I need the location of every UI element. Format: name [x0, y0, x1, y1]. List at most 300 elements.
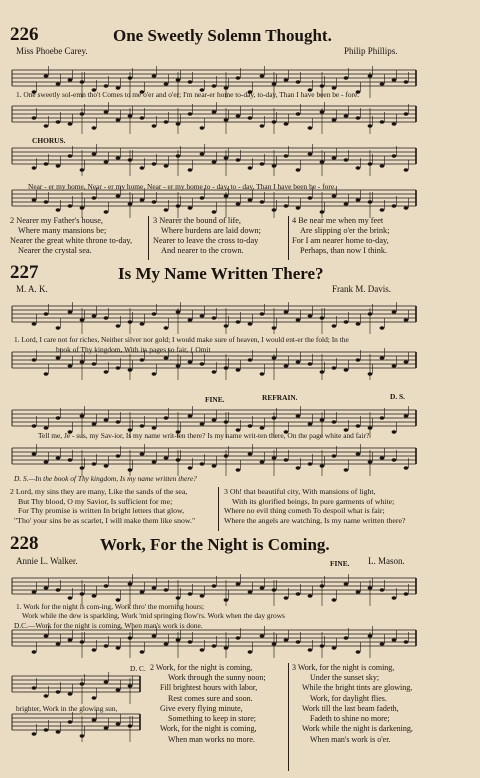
- note: [68, 458, 73, 461]
- note: [356, 650, 361, 653]
- note: [116, 688, 121, 691]
- note: [56, 730, 61, 733]
- note: [152, 634, 157, 637]
- note: [284, 638, 289, 641]
- note: [92, 594, 97, 597]
- verse-line: Something to keep in store;: [168, 714, 256, 724]
- note: [188, 206, 193, 209]
- lyric-line: 1. Work for the night is com-ing, Work thro' the morning hours;: [16, 602, 205, 611]
- verse-line: 2 Lord, my sins they are many, Like the sands of the sea,: [10, 487, 188, 496]
- note: [68, 78, 73, 81]
- verse-line: 3 Nearer the bound of life,: [153, 216, 242, 225]
- note: [44, 426, 49, 429]
- note: [188, 80, 193, 83]
- note: [296, 360, 301, 363]
- note: [188, 592, 193, 595]
- note: [332, 598, 337, 601]
- note: [236, 158, 241, 161]
- note: [140, 650, 145, 653]
- note: [296, 206, 301, 209]
- note: [68, 204, 73, 207]
- verse-line: Fill brightest hours with labor,: [160, 683, 258, 693]
- verse-line: Work, for the night is coming,: [160, 724, 257, 734]
- note: [248, 358, 253, 361]
- hymn-author: Annie L. Walker.: [16, 556, 78, 566]
- verse-line: Work, for daylight flies.: [310, 693, 387, 703]
- lyric-line: book of Thy kingdom, With its pages so fair, { Omit: [56, 345, 211, 354]
- note: [116, 194, 121, 197]
- note: [236, 468, 241, 471]
- note: [344, 636, 349, 639]
- hymn-title: One Sweetly Solemn Thought.: [113, 26, 332, 45]
- note: [56, 642, 61, 645]
- note: [392, 638, 397, 641]
- note: [248, 322, 253, 325]
- note: [332, 194, 337, 197]
- note: [44, 634, 49, 637]
- note: [104, 160, 109, 163]
- note: [380, 82, 385, 85]
- note: [56, 82, 61, 85]
- chorus-label: CHORUS.: [32, 136, 66, 145]
- note: [260, 460, 265, 463]
- note: [284, 310, 289, 313]
- note: [116, 420, 121, 423]
- note: [56, 588, 61, 591]
- note: [356, 452, 361, 455]
- note: [260, 162, 265, 165]
- verse-line: Work through the sunny noon;: [168, 673, 266, 683]
- note: [116, 454, 121, 457]
- fine-mark: FINE.: [330, 559, 350, 568]
- lyric-line: brighter, Work in the glowing sun,: [16, 704, 118, 713]
- note: [104, 110, 109, 113]
- note: [140, 198, 145, 201]
- note: [116, 324, 121, 327]
- note: [152, 200, 157, 203]
- note: [56, 416, 61, 419]
- note: [260, 426, 265, 429]
- verse-line: Perhaps, than now I think.: [300, 246, 388, 256]
- note: [344, 76, 349, 79]
- note: [188, 360, 193, 363]
- verse-line: Where many mansions be;: [18, 226, 107, 236]
- note: [32, 198, 37, 201]
- note: [32, 116, 37, 119]
- ds-mark: D. S.: [390, 392, 405, 401]
- note: [248, 424, 253, 427]
- note: [152, 312, 157, 315]
- note: [56, 456, 61, 459]
- note: [92, 648, 97, 651]
- note: [104, 210, 109, 213]
- note: [44, 372, 49, 375]
- note: [260, 586, 265, 589]
- verse-line: Give every flying minute,: [160, 703, 243, 713]
- note: [284, 364, 289, 367]
- note: [404, 168, 409, 171]
- note: [164, 588, 169, 591]
- note: [380, 356, 385, 359]
- note: [44, 312, 49, 315]
- note: [92, 718, 97, 721]
- verse-block: [150, 663, 266, 745]
- note: [248, 198, 253, 201]
- note: [380, 642, 385, 645]
- note: [32, 590, 37, 593]
- note: [356, 590, 361, 593]
- note: [344, 468, 349, 471]
- note: [404, 414, 409, 417]
- hymn-number: 227: [10, 262, 39, 283]
- note: [308, 362, 313, 365]
- note: [68, 596, 73, 599]
- note: [392, 154, 397, 157]
- verse-line: Are slipping o'er the brink;: [300, 226, 390, 236]
- note: [44, 694, 49, 697]
- note: [260, 634, 265, 637]
- verse-block: [292, 216, 390, 256]
- note: [236, 368, 241, 371]
- note: [140, 424, 145, 427]
- note: [200, 462, 205, 465]
- note: [212, 464, 217, 467]
- note: [332, 156, 337, 159]
- note: [248, 590, 253, 593]
- note: [308, 648, 313, 651]
- note: [356, 424, 361, 427]
- note: [260, 200, 265, 203]
- note: [260, 312, 265, 315]
- verse-line: Nearer the great white throne to-day,: [10, 236, 133, 246]
- lyric-line: D.C.—Work for the night is coming, When man's work is done.: [14, 621, 203, 630]
- note: [212, 316, 217, 319]
- note: [212, 584, 217, 587]
- note: [284, 78, 289, 81]
- note: [200, 314, 205, 317]
- ds-note: D. S.—In the book of Thy kingdom, Is my name written there?: [14, 474, 197, 483]
- note: [200, 648, 205, 651]
- note: [140, 322, 145, 325]
- note: [116, 118, 121, 121]
- note: [404, 80, 409, 83]
- note: [284, 122, 289, 125]
- note: [188, 414, 193, 417]
- note: [404, 360, 409, 363]
- note: [212, 370, 217, 373]
- note: [68, 122, 73, 125]
- note: [68, 154, 73, 157]
- hymn-title: Work, For the Night is Coming.: [100, 535, 330, 554]
- note: [164, 416, 169, 419]
- note: [332, 646, 337, 649]
- note: [152, 74, 157, 77]
- note: [392, 596, 397, 599]
- note: [296, 80, 301, 83]
- note: [308, 462, 313, 465]
- note: [380, 208, 385, 211]
- note: [248, 116, 253, 119]
- column-divider: [288, 663, 289, 771]
- column-divider: [288, 216, 289, 260]
- note: [200, 126, 205, 129]
- note: [32, 166, 37, 169]
- note: [116, 646, 121, 649]
- note: [392, 122, 397, 125]
- hymn-author: Miss Phoebe Carey.: [16, 46, 88, 56]
- hymn-number: 228: [10, 533, 39, 554]
- note: [212, 84, 217, 87]
- hymn-title: Is My Name Written There?: [118, 264, 324, 283]
- note: [296, 168, 301, 171]
- note: [260, 74, 265, 77]
- note: [140, 166, 145, 169]
- verse-line: 4 Be near me when my feet: [292, 216, 384, 225]
- note: [248, 452, 253, 455]
- note: [164, 642, 169, 645]
- verse-block: [10, 216, 132, 256]
- note: [404, 592, 409, 595]
- note: [260, 124, 265, 127]
- note: [56, 326, 61, 329]
- note: [44, 162, 49, 165]
- note: [32, 650, 37, 653]
- hymn-composer: L. Mason.: [368, 556, 405, 566]
- note: [56, 356, 61, 359]
- note: [356, 198, 361, 201]
- note: [152, 460, 157, 463]
- verse-line: 2 Work, for the night is coming,: [150, 663, 253, 672]
- note: [56, 690, 61, 693]
- note: [344, 202, 349, 205]
- note: [248, 166, 253, 169]
- note: [380, 120, 385, 123]
- note: [92, 126, 97, 129]
- note: [92, 422, 97, 425]
- note: [200, 196, 205, 199]
- note: [104, 84, 109, 87]
- verse-line: With its glorified beings, In pure garments of white;: [232, 496, 395, 506]
- note: [308, 152, 313, 155]
- note: [344, 114, 349, 117]
- note: [236, 636, 241, 639]
- note: [284, 204, 289, 207]
- note: [164, 326, 169, 329]
- note: [236, 320, 241, 323]
- hymn-author: M. A. K.: [16, 284, 48, 294]
- note: [104, 370, 109, 373]
- note: [296, 466, 301, 469]
- note: [32, 686, 37, 689]
- note: [236, 582, 241, 585]
- note: [104, 680, 109, 683]
- note: [92, 462, 97, 465]
- verse-line: While the bright tints are glowing,: [302, 683, 413, 693]
- note: [140, 358, 145, 361]
- note: [356, 166, 361, 169]
- note: [200, 152, 205, 155]
- note: [32, 358, 37, 361]
- note: [44, 74, 49, 77]
- verse-line: Nearer to leave the cross to-day: [153, 236, 259, 246]
- note: [404, 466, 409, 469]
- note: [380, 456, 385, 459]
- note: [44, 200, 49, 203]
- note: [308, 314, 313, 317]
- note: [284, 154, 289, 157]
- verse-line: For Thy promise is written In bright letters that glow,: [18, 506, 185, 515]
- note: [188, 112, 193, 115]
- note: [212, 644, 217, 647]
- note: [188, 318, 193, 321]
- verse-line: And nearer to the crown.: [161, 246, 244, 256]
- note: [152, 372, 157, 375]
- dc-mark: D. C.: [130, 664, 146, 673]
- note: [392, 458, 397, 461]
- note: [92, 696, 97, 699]
- verse-line: Under the sunset sky;: [310, 673, 380, 683]
- note: [380, 164, 385, 167]
- note: [212, 418, 217, 421]
- note: [380, 416, 385, 419]
- note: [212, 110, 217, 113]
- note: [116, 722, 121, 725]
- note: [68, 364, 73, 367]
- note: [344, 158, 349, 161]
- hymn-composer: Frank M. Davis.: [332, 284, 391, 294]
- note: [212, 210, 217, 213]
- lyric-line: 1. One sweetly sol-emn tho't Comes to me o'er and o'er; I'm near-er home to-day, to-day, Than I have been be - fore.: [16, 90, 360, 99]
- verse-line: Where the angels are watching, Is my name written there?: [224, 515, 406, 525]
- note: [344, 582, 349, 585]
- note: [92, 152, 97, 155]
- note: [188, 640, 193, 643]
- verse-line: Fadeth to shine no more;: [310, 714, 390, 724]
- note: [296, 592, 301, 595]
- note: [152, 586, 157, 589]
- note: [392, 430, 397, 433]
- note: [308, 422, 313, 425]
- note: [392, 204, 397, 207]
- verse-line: Where burdens are laid down;: [161, 226, 261, 236]
- note: [332, 324, 337, 327]
- note: [92, 362, 97, 365]
- note: [140, 590, 145, 593]
- note: [332, 118, 337, 121]
- verse-line: Nearer the crystal sea.: [18, 246, 92, 256]
- verse-line: For I am nearer home to-day,: [292, 236, 389, 246]
- note: [104, 464, 109, 467]
- column-divider: [148, 216, 149, 260]
- note: [404, 206, 409, 209]
- note: [296, 414, 301, 417]
- note: [44, 728, 49, 731]
- note: [332, 454, 337, 457]
- verse-line: "Tho' your sins be as scarlet, I will make them like snow.": [14, 515, 196, 525]
- note: [164, 456, 169, 459]
- note: [188, 168, 193, 171]
- note: [296, 640, 301, 643]
- note: [344, 320, 349, 323]
- note: [116, 366, 121, 369]
- verse-line: Where no evil thing cometh To despoil what is fair;: [224, 506, 385, 515]
- note: [164, 208, 169, 211]
- note: [308, 126, 313, 129]
- note: [92, 196, 97, 199]
- hymn-number: 226: [10, 24, 39, 45]
- note: [392, 364, 397, 367]
- note: [152, 426, 157, 429]
- note: [380, 326, 385, 329]
- note: [56, 208, 61, 211]
- note: [200, 362, 205, 365]
- note: [356, 116, 361, 119]
- note: [248, 650, 253, 653]
- verse-line: Rest comes sure and soon.: [168, 693, 253, 703]
- verse-block: [292, 663, 413, 745]
- note: [356, 322, 361, 325]
- note: [44, 586, 49, 589]
- note: [296, 112, 301, 115]
- note: [44, 460, 49, 463]
- note: [284, 458, 289, 461]
- note: [92, 314, 97, 317]
- note: [188, 466, 193, 469]
- note: [356, 358, 361, 361]
- verse-line: 2 Nearer my Father's house,: [10, 216, 103, 225]
- note: [116, 156, 121, 159]
- note: [392, 310, 397, 313]
- note: [68, 310, 73, 313]
- note: [404, 112, 409, 115]
- note: [68, 638, 73, 641]
- hymn-composer: Philip Phillips.: [344, 46, 398, 56]
- note: [152, 162, 157, 165]
- note: [308, 196, 313, 199]
- note: [332, 366, 337, 369]
- note: [236, 76, 241, 79]
- note: [140, 116, 145, 119]
- note: [164, 82, 169, 85]
- note: [104, 644, 109, 647]
- note: [296, 318, 301, 321]
- note: [152, 124, 157, 127]
- note: [212, 160, 217, 163]
- note: [164, 164, 169, 167]
- note: [32, 732, 37, 735]
- note: [32, 452, 37, 455]
- note: [284, 596, 289, 599]
- verse-line: When man works no more.: [168, 734, 255, 744]
- column-divider: [218, 487, 219, 531]
- verse-line: But Thy blood, O my Savior, Is sufficient for me;: [18, 496, 173, 506]
- note: [392, 78, 397, 81]
- note: [200, 594, 205, 597]
- note: [32, 322, 37, 325]
- note: [104, 584, 109, 587]
- verse-block: [153, 216, 261, 256]
- verse-line: 3 Oh! that beautiful city, With mansions of light,: [224, 487, 376, 496]
- note: [164, 356, 169, 359]
- note: [44, 124, 49, 127]
- note: [308, 594, 313, 597]
- note: [344, 368, 349, 371]
- note: [104, 418, 109, 421]
- note: [404, 318, 409, 321]
- note: [104, 316, 109, 319]
- verse-line: 3 Work, for the night is coming,: [292, 663, 395, 672]
- lyric-line: Work while the dew is sparkling, Work 'mid springing flow'rs. Work when the day grows: [22, 611, 285, 620]
